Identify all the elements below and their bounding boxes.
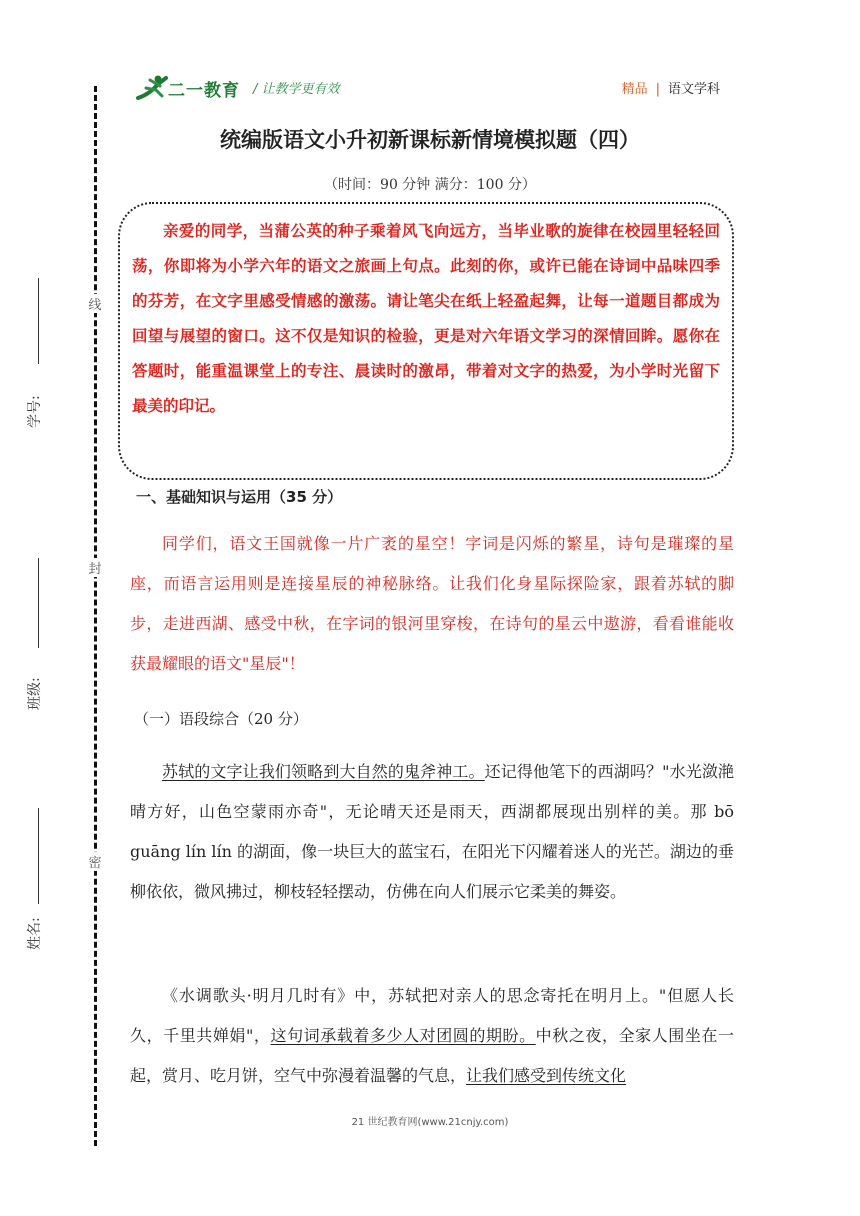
underlined-sentence-2: 这句词承载着多少人对团圆的期盼。 (270, 1026, 536, 1045)
binding-char-xian: 线 (80, 294, 110, 313)
brand-highlight: 精品 (621, 82, 648, 97)
underlined-sentence-1: 苏轼的文字让我们领略到大自然的鬼斧神工。 (162, 762, 485, 781)
brand-subject: 语文学科 (667, 82, 720, 97)
logo-text: 二一教育 (168, 81, 240, 101)
intro-text: 亲爱的同学，当蒲公英的种子乘着风飞向远方，当毕业歌的旋律在校园里轻轻回荡，你即将为小学六年的语文之旅画上句点。此刻的你，或许已能在诗词中品味四季的芬芳，在文字里感受情感的激荡。请让笔尖在纸上轻盈起舞，让每一道题目都成为回望与展望的窗口。这不仅是知识的检验，更是对六年语文学习的深情回眸。愿你在答题时，能重温课堂上的专注、晨读时的激昂，带着对文字的热爱，为小学时光留下最美的印记。 (132, 222, 720, 415)
underlined-sentence-3: 让我们感受到传统文化 (466, 1066, 627, 1085)
brand-tag (622, 78, 720, 97)
binding-char-feng: 封 (80, 558, 110, 577)
class-line (38, 558, 39, 648)
class-label: 班级: (27, 677, 43, 710)
subsection-heading: （一）语段综合（20 分） (134, 710, 308, 728)
paragraph-2-text-a: 《水调歌头·明月几时有》中，苏轼把对亲人的思念寄托在明月上。"但愿人长久，千里共婵娟"， (130, 986, 734, 1045)
section-lead: 同学们，语文王国就像一片广袤的星空！字词是闪烁的繁星，诗句是璀璨的星座，而语言运用则是连接星辰的神秘脉络。让我们化身星际探险家，跟着苏轼的脚步，走进西湖、感受中秋，在字词的银河里穿梭，在诗句的星云中遨游，看看谁能收获最耀眼的语文"星辰"！ (130, 534, 734, 673)
passage-paragraph-2 (130, 976, 734, 1096)
slogan: / 让教学更有效 (253, 82, 340, 97)
binding-char-mi: 密 (80, 852, 110, 871)
section-heading: 一、基础知识与运用（35 分） (136, 488, 343, 506)
name-label: 姓名: (27, 917, 43, 950)
student-id-label: 学号: (27, 395, 43, 428)
binding-dashed-line (94, 86, 97, 1146)
page-title: 统编版语文小升初新课标新情境模拟题（四） (220, 128, 640, 152)
footer: 21 世纪教育网(www.21cnjy.com) (351, 1117, 509, 1128)
paragraph-2-text-b: 中秋之夜，全家人围坐在一起，赏月、吃月饼，空气中弥漫着温馨的气息， (130, 1026, 734, 1085)
exam-info: （时间：90 分钟 满分：100 分） (324, 177, 536, 193)
name-line (38, 808, 39, 904)
brand-separator: | (655, 82, 660, 97)
passage-paragraph-1 (130, 752, 734, 912)
intro-box (118, 202, 734, 480)
student-id-line (38, 278, 39, 364)
paragraph-1-text: 还记得他笔下的西湖吗？"水光潋滟晴方好，山色空蒙雨亦奇"，无论晴天还是雨天，西湖都展现出别样的美。那 bō guāng lín lín 的湖面，像一块巨大的蓝宝石，在阳光下闪耀着迷人的光芒。湖边的垂柳依依，微风拂过，柳枝轻轻摆动，仿佛在向人们展示它柔美的舞姿。 (130, 762, 734, 901)
